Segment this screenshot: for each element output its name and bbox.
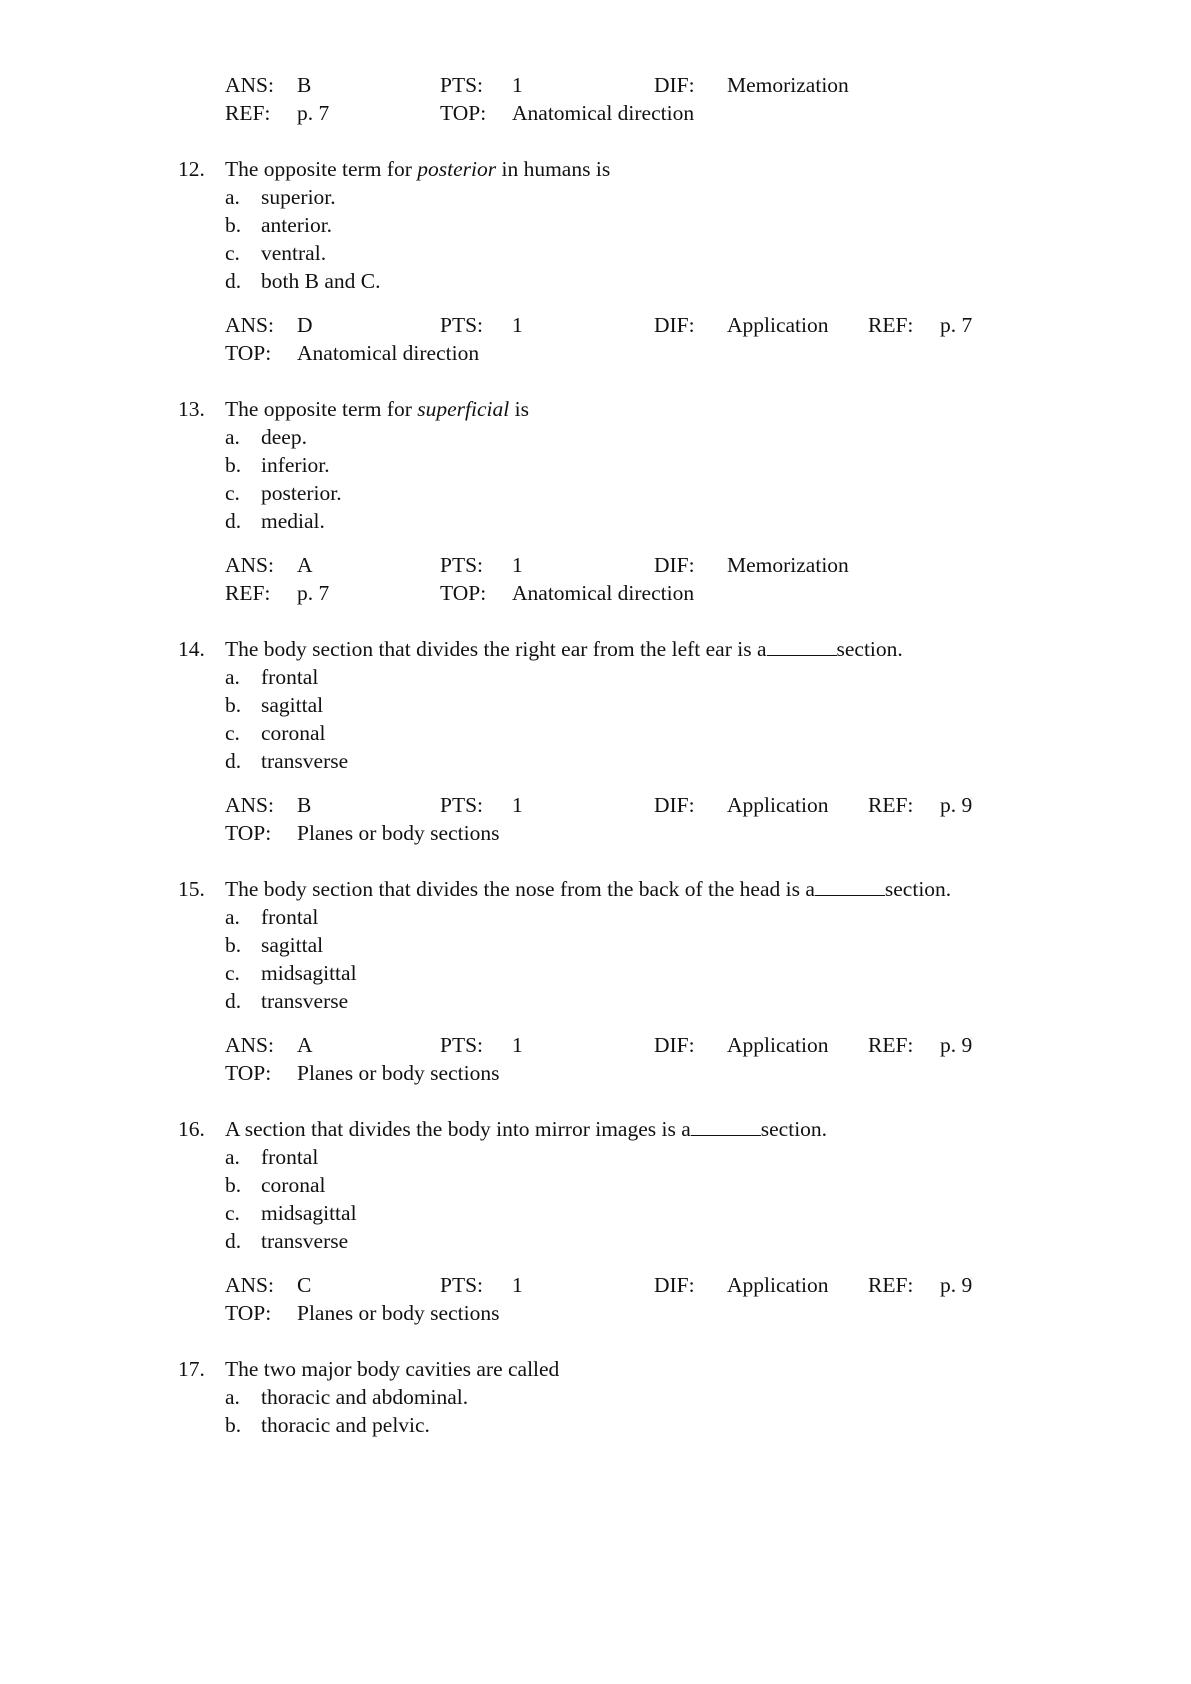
ans-value: A [297, 553, 313, 577]
top-value: Planes or body sections [297, 821, 500, 845]
ref-value: p. 9 [940, 1273, 973, 1297]
top-label: TOP: [225, 821, 272, 845]
top-label: TOP: [225, 341, 272, 365]
dif-label: DIF: [654, 73, 695, 97]
ref-value: p. 7 [940, 313, 973, 337]
ref-value: p. 9 [940, 793, 973, 817]
option-text: frontal [261, 1145, 319, 1169]
option-text: thoracic and pelvic. [261, 1413, 430, 1437]
option-text: transverse [261, 1229, 349, 1253]
option-letter: a. [225, 185, 240, 209]
answer-blank [815, 875, 885, 896]
option-letter: c. [225, 481, 240, 505]
option-letter: a. [225, 1145, 240, 1169]
option-text: thoracic and abdominal. [261, 1385, 469, 1409]
option-text: ventral. [261, 241, 327, 265]
option-letter: b. [225, 1173, 242, 1197]
answer-blank [691, 1115, 761, 1136]
pts-value: 1 [512, 1273, 523, 1297]
option-letter: b. [225, 213, 242, 237]
option-text: coronal [261, 721, 326, 745]
ans-label: ANS: [225, 553, 274, 577]
ans-label: ANS: [225, 1273, 274, 1297]
question-text: The body section that divides the right ear from the left ear is a section. [225, 637, 903, 661]
top-value: Planes or body sections [297, 1061, 500, 1085]
option-letter: c. [225, 961, 240, 985]
question-text: The body section that divides the nose from the back of the head is a section. [225, 877, 952, 901]
ans-label: ANS: [225, 313, 274, 337]
option-letter: b. [225, 453, 242, 477]
top-value: Planes or body sections [297, 1301, 500, 1325]
option-letter: b. [225, 933, 242, 957]
option-text: midsagittal [261, 1201, 357, 1225]
question-number: 15. [178, 877, 205, 901]
option-text: frontal [261, 665, 319, 689]
option-letter: d. [225, 749, 242, 773]
dif-label: DIF: [654, 553, 695, 577]
dif-label: DIF: [654, 1273, 695, 1297]
dif-label: DIF: [654, 313, 695, 337]
option-text: coronal [261, 1173, 326, 1197]
option-letter: c. [225, 721, 240, 745]
top-label: TOP: [440, 581, 487, 605]
option-letter: a. [225, 1385, 240, 1409]
option-text: both B and C. [261, 269, 381, 293]
option-letter: d. [225, 1229, 242, 1253]
ans-value: B [297, 73, 312, 97]
top-label: TOP: [440, 101, 487, 125]
option-letter: c. [225, 1201, 240, 1225]
pts-value: 1 [512, 73, 523, 97]
ref-value: p. 7 [297, 101, 330, 125]
option-text: transverse [261, 749, 349, 773]
top-value: Anatomical direction [512, 101, 695, 125]
ref-label: REF: [868, 1273, 914, 1297]
top-value: Anatomical direction [297, 341, 480, 365]
option-letter: a. [225, 905, 240, 929]
dif-value: Memorization [727, 553, 849, 577]
ans-value: C [297, 1273, 312, 1297]
option-letter: b. [225, 1413, 242, 1437]
dif-value: Application [727, 1033, 829, 1057]
answer-blank [767, 635, 837, 656]
dif-value: Application [727, 1273, 829, 1297]
ref-label: REF: [868, 793, 914, 817]
option-text: medial. [261, 509, 325, 533]
top-label: TOP: [225, 1061, 272, 1085]
pts-label: PTS: [440, 313, 484, 337]
pts-value: 1 [512, 793, 523, 817]
pts-label: PTS: [440, 1033, 484, 1057]
ans-value: A [297, 1033, 313, 1057]
option-letter: d. [225, 269, 242, 293]
option-letter: a. [225, 665, 240, 689]
question-text: The two major body cavities are called [225, 1357, 560, 1381]
dif-value: Application [727, 313, 829, 337]
question-number: 14. [178, 637, 205, 661]
ans-value: B [297, 793, 312, 817]
pts-value: 1 [512, 313, 523, 337]
question-number: 13. [178, 397, 205, 421]
option-text: sagittal [261, 693, 324, 717]
ans-label: ANS: [225, 793, 274, 817]
ans-label: ANS: [225, 73, 274, 97]
option-text: inferior. [261, 453, 330, 477]
option-letter: a. [225, 425, 240, 449]
top-label: TOP: [225, 1301, 272, 1325]
pts-label: PTS: [440, 1273, 484, 1297]
top-value: Anatomical direction [512, 581, 695, 605]
question-number: 17. [178, 1357, 205, 1381]
question-text: The opposite term for superficial is [225, 397, 529, 421]
option-text: deep. [261, 425, 307, 449]
ans-value: D [297, 313, 313, 337]
option-letter: b. [225, 693, 242, 717]
question-text: A section that divides the body into mirror images is a section. [225, 1117, 828, 1141]
option-text: transverse [261, 989, 349, 1013]
pts-label: PTS: [440, 73, 484, 97]
ref-label: REF: [868, 1033, 914, 1057]
ref-label: REF: [225, 101, 271, 125]
option-text: anterior. [261, 213, 333, 237]
option-letter: d. [225, 989, 242, 1013]
question-text: The opposite term for posterior in humans is [225, 157, 611, 181]
pts-value: 1 [512, 553, 523, 577]
dif-value: Memorization [727, 73, 849, 97]
option-text: superior. [261, 185, 336, 209]
ref-value: p. 7 [297, 581, 330, 605]
ref-value: p. 9 [940, 1033, 973, 1057]
ref-label: REF: [225, 581, 271, 605]
ans-label: ANS: [225, 1033, 274, 1057]
option-letter: c. [225, 241, 240, 265]
question-number: 12. [178, 157, 205, 181]
ref-label: REF: [868, 313, 914, 337]
option-text: posterior. [261, 481, 342, 505]
option-text: sagittal [261, 933, 324, 957]
pts-label: PTS: [440, 553, 484, 577]
dif-label: DIF: [654, 1033, 695, 1057]
pts-label: PTS: [440, 793, 484, 817]
option-text: frontal [261, 905, 319, 929]
option-letter: d. [225, 509, 242, 533]
option-text: midsagittal [261, 961, 357, 985]
question-number: 16. [178, 1117, 205, 1141]
dif-label: DIF: [654, 793, 695, 817]
pts-value: 1 [512, 1033, 523, 1057]
dif-value: Application [727, 793, 829, 817]
